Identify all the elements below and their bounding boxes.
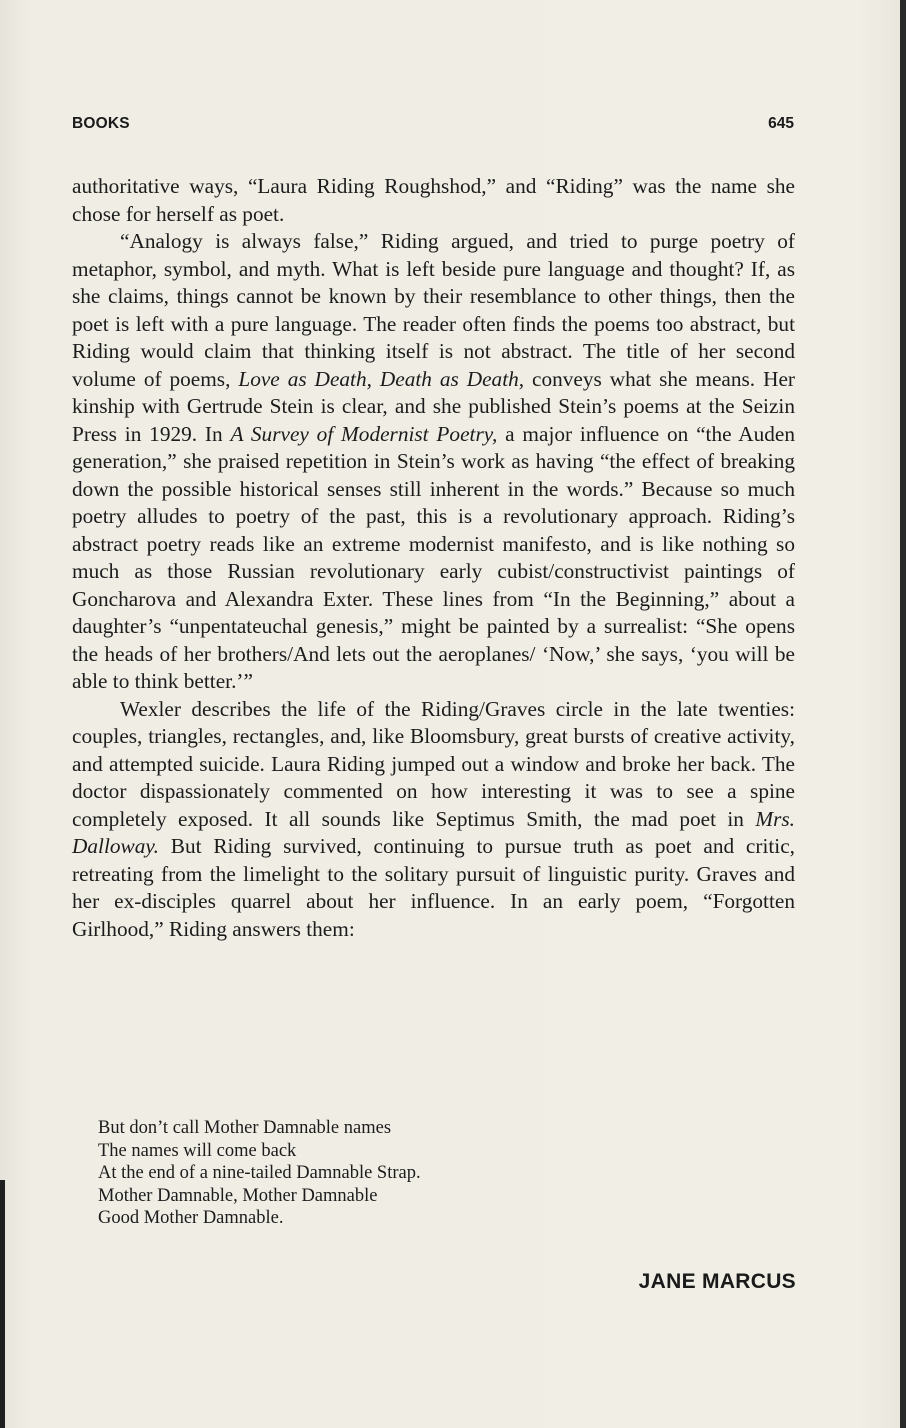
paragraph-3 xyxy=(72,696,795,944)
paragraph-2-text-c: a major influence on “the Auden generation,” she praised repetition in Stein’s work as having “the effect of breaking down the possible historical senses still inherent in the words.” Because so much poetry alludes to poetry of the past, this is a revolutionary approach. Riding’s abstract poetry reads like an extreme modernist manifesto, and is like nothing so much as those Russian revolutionary early cubist/constructivist paintings of Goncharova and Alexandra Exter. These lines from “In the Beginning,” about a daughter’s “unpentateuchal genesis,” might be painted by a surrealist: “She opens the heads of her brothers/And lets out the aeroplanes/ ‘Now,’ she says, ‘you will be able to think better.’” xyxy=(72,421,795,693)
book-title-survey: A Survey of Modernist Poetry, xyxy=(230,421,498,446)
paragraph-2 xyxy=(72,228,795,696)
poem-line: At the end of a nine-tailed Damnable Strap. xyxy=(98,1163,421,1183)
book-title-mrs-dalloway: Mrs. Dalloway. xyxy=(72,806,795,858)
paragraph-2-text-b: conveys what she means. Her kinship with Gertrude Stein is clear, and she published Stein’s poems at the Seizin Press in 1929. In xyxy=(72,366,795,446)
page-number: 645 xyxy=(768,115,794,132)
review-body xyxy=(72,173,795,943)
page-edge-shadow xyxy=(900,0,906,1428)
book-title-love-as-death: Love as Death, Death as Death, xyxy=(238,366,525,391)
binding-shadow xyxy=(0,1180,5,1428)
paragraph-3-text-b: But Riding survived, continuing to pursue truth as poet and critic, retreating from the limelight to the solitary pursuit of linguistic purity. Graves and her ex-disciples quarrel about her influence. In an early poem, “Forgotten Girlhood,” Riding answers them: xyxy=(72,834,795,941)
poem-line: Mother Damnable, Mother Damnable xyxy=(98,1185,378,1206)
poem-line: The names will come back xyxy=(98,1140,297,1161)
poem-line: But don’t call Mother Damnable names xyxy=(98,1118,392,1138)
page-header xyxy=(72,115,794,137)
author-signature: JANE MARCUS xyxy=(638,1270,796,1293)
running-head: BOOKS xyxy=(72,115,130,132)
poem-quote xyxy=(98,1117,698,1230)
paragraph-1: authoritative ways, “Laura Riding Roughshod,” and “Riding” was the name she chose for herself as poet. xyxy=(72,174,795,226)
paragraph-3-text-a: Wexler describes the life of the Riding/Graves circle in the late twenties: couples, triangles, rectangles, and, like Bloomsbury, great bursts of creative activity, and attempted suicide. Laura Riding jumped out a window and broke her back. The doctor dispassionately commented on how interesting it was to see a spine completely exposed. It all sounds like Septimus Smith, the mad poet in xyxy=(72,696,795,831)
paragraph-2-text-a: “Analogy is always false,” Riding argued, and tried to purge poetry of metaphor, symbol, and myth. What is left beside pure language and thought? If, as she claims, things cannot be known by their resemblance to other things, then the poet is left with a pure language. The reader often finds the poems too abstract, but Riding would claim that thinking itself is not abstract. The title of her second volume of poems, xyxy=(72,229,795,391)
poem-line: Good Mother Damnable. xyxy=(98,1208,284,1228)
